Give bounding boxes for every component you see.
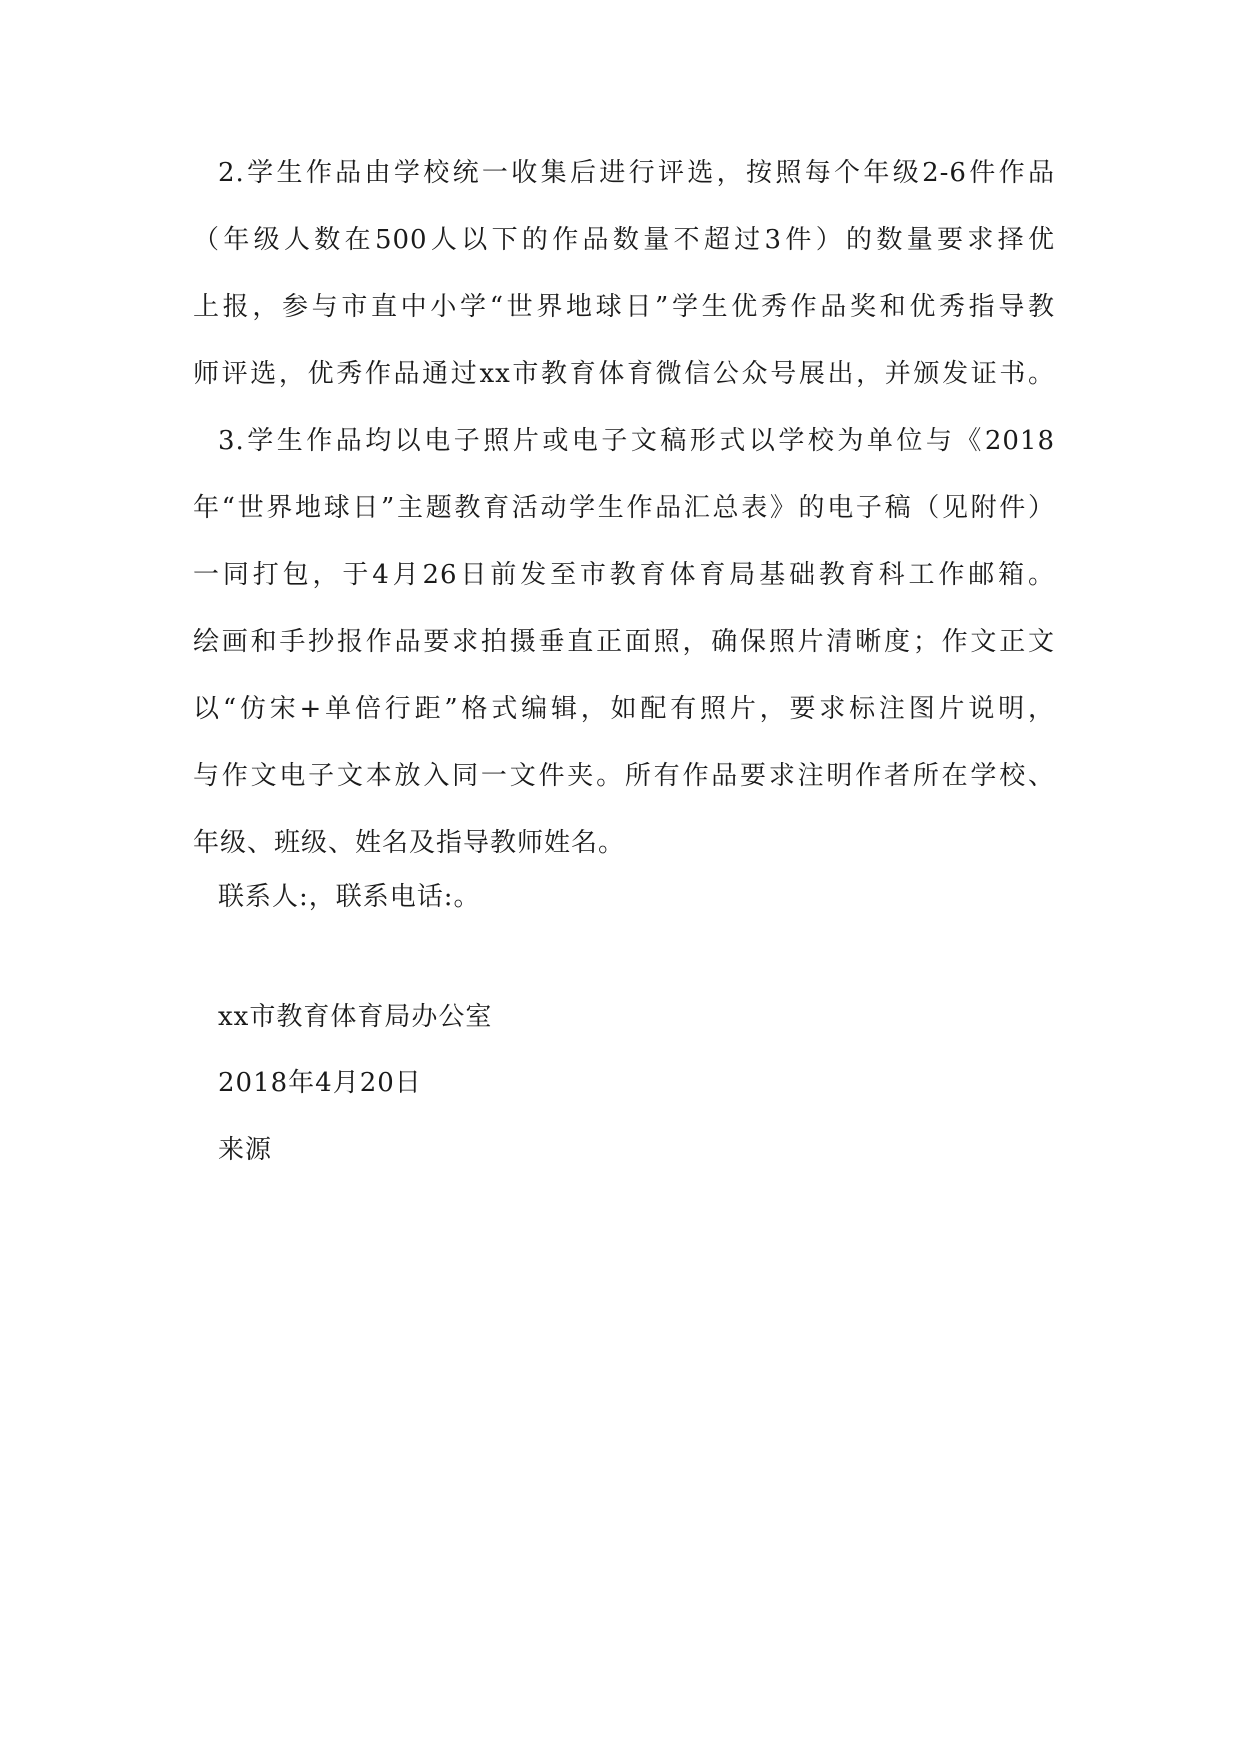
paragraph-3 <box>193 426 1055 895</box>
paragraph-line: 与作文电子文本放入同一文件夹。所有作品要求注明作者所在学校、 <box>193 761 1055 791</box>
paragraph-line: 年“世界地球日”主题教育活动学生作品汇总表》的电子稿（见附件） <box>193 493 1055 523</box>
source-label: 来源 <box>218 1135 273 1165</box>
paragraph-line: 一同打包，于4月26日前发至市教育体育局基础教育科工作邮箱。 <box>193 560 1055 590</box>
paragraph-line: 2.学生作品由学校统一收集后进行评选，按照每个年级2-6件作品 <box>218 158 1055 188</box>
paragraph-line: 3.学生作品均以电子照片或电子文稿形式以学校为单位与《2018 <box>218 426 1055 456</box>
paragraph-line: 年级、班级、姓名及指导教师姓名。 <box>193 828 626 858</box>
paragraph-2 <box>193 158 1055 426</box>
document-body <box>193 158 1055 895</box>
paragraph-line: 绘画和手抄报作品要求拍摄垂直正面照，确保照片清晰度；作文正文 <box>193 627 1055 657</box>
paragraph-line: （年级人数在500人以下的作品数量不超过3件）的数量要求择优 <box>193 225 1055 255</box>
issuer-name: xx市教育体育局办公室 <box>218 1002 493 1032</box>
paragraph-line: 以“仿宋+单倍行距”格式编辑，如配有照片，要求标注图片说明， <box>193 694 1055 724</box>
contact-line: 联系人:，联系电话:。 <box>218 882 481 912</box>
issue-date: 2018年4月20日 <box>218 1068 422 1098</box>
paragraph-line: 上报，参与市直中小学“世界地球日”学生优秀作品奖和优秀指导教 <box>193 292 1055 322</box>
paragraph-line: 师评选，优秀作品通过xx市教育体育微信公众号展出，并颁发证书。 <box>193 359 1055 389</box>
